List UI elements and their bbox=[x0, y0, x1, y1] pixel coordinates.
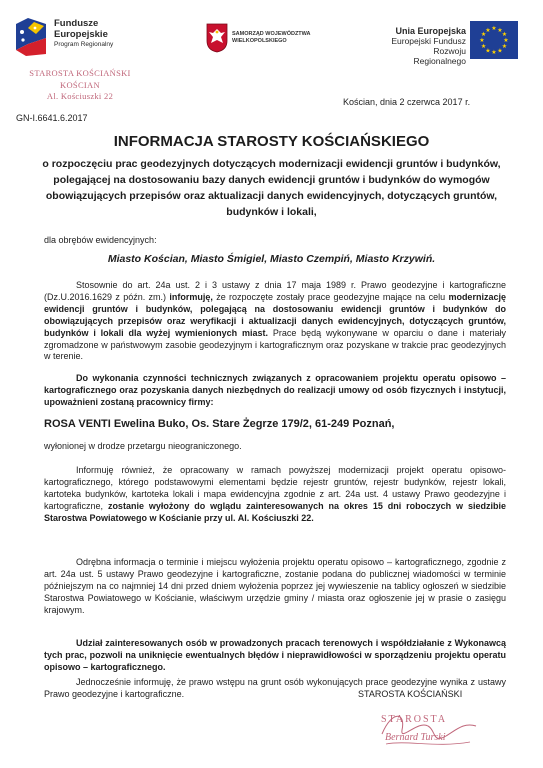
contractor-note: wyłonionej w drodze przetargu nieograniczonego. bbox=[44, 441, 242, 451]
eu-star-icon: ★ bbox=[501, 44, 508, 51]
wlkp-logo-line1: SAMORZĄD WOJEWÓDZTWA bbox=[232, 31, 311, 37]
paragraph-6-text: Jednocześnie informuję, że prawo wstępu na grunt osób wykonujących prace geodezyjne wynika z ustawy Prawo geodezyjne i kartograficzne. bbox=[44, 677, 506, 699]
eu-star-icon: ★ bbox=[501, 32, 508, 39]
eu-star-icon: ★ bbox=[485, 27, 491, 34]
document-title: INFORMACJA STAROSTY KOŚCIAŃSKIEGO bbox=[113, 133, 430, 150]
place-date: Kościan, dnia 2 czerwca 2017 r. bbox=[343, 97, 471, 107]
fe-logo-line3: Program Regionalny bbox=[54, 41, 114, 48]
eu-logo-line1: Europejski Fundusz bbox=[391, 36, 466, 46]
eu-star-icon: ★ bbox=[491, 26, 497, 33]
fundusze-europejskie-logo-icon bbox=[14, 18, 48, 56]
eu-star-icon: ★ bbox=[480, 32, 487, 39]
paragraph-1-intro: Stosownie do art. 24a ust. 2 i 3 ustawy z dnia 17 maja 1989 r. Prawo geodezyjne i kartograficzne (Dz.U.2016.1629 z późn. zm.) bbox=[44, 280, 506, 302]
paragraph-3 bbox=[44, 465, 506, 525]
eu-star-icon: ★ bbox=[480, 44, 487, 51]
stamp-line3: Al. Kościuszki 22 bbox=[46, 91, 114, 101]
signature-scribble-icon bbox=[372, 700, 482, 754]
paragraph-1-purpose: że rozpoczęte zostały prace geodezyjne mające na celu bbox=[216, 291, 446, 302]
signature-stamp: STAROSTA bbox=[381, 714, 448, 725]
signer-title: STAROSTA KOŚCIAŃSKI bbox=[358, 689, 463, 699]
wielkopolska-logo-text bbox=[232, 31, 311, 44]
paragraph-4-text: Odrębna informacja o terminie i miejscu wyłożenia projektu operatu opisowo – kartograficznego, zgodnie z art. 24a ust. 5 ustawy Prawo geodezyjne i kartograficzne, zostanie podana do publicznej wiadomości w terminie późniejszym na co najmniej 14 dni przed dniem wyłożenia poprzez jej wywieszenie na tablicy ogłoszeń w siedzibie Starostwa Powiatowego w Kościanie, właściwym urzędzie gminy / miasta oraz ogłoszenie jej w prasie o zasięgu krajowym. bbox=[44, 557, 506, 615]
paragraph-2-text: Do wykonania czynności technicznych związanych z opracowaniem projektu operatu opisowo – kartograficznego oraz pozyskania danych niezbędnych do realizacji umowy od osób fizycznych i instytucji, upoważnieni zostaną pracownicy firmy: bbox=[44, 373, 506, 407]
fe-logo-line1: Fundusze bbox=[54, 18, 99, 29]
eu-star-icon: ★ bbox=[479, 38, 485, 45]
obreby-label: dla obrębów ewidencyjnych: bbox=[44, 235, 157, 245]
office-stamp bbox=[20, 68, 140, 103]
paragraph-1-inform: informuję, bbox=[169, 291, 213, 302]
paragraph-1-scope: modernizację ewidencji gruntów i budynków, polegającą na dostosowaniu ewidencji gruntów i budynków do obowiązujących przepisów oraz weryfikacji i aktualizacji danych ewidencyjnych, dotyczących gruntów, budynków i lokali dla wyżej wymienionych miast. bbox=[44, 291, 506, 338]
eu-star-icon: ★ bbox=[503, 38, 509, 45]
obreby-list: Miasto Kościan, Miasto Śmigiel, Miasto Czempiń, Miasto Krzywiń. bbox=[107, 253, 436, 265]
eu-flag-icon bbox=[470, 21, 518, 59]
paragraph-5-text: Udział zainteresowanych osób w prowadzonych pracach terenowych i współdziałanie z Wykonawcą tych prac, pozwoli na uniknięcie ewentualnych błędów i nieprawidłowości w sporządzeniu projektu operatu opisowo – kartograficznego. bbox=[44, 638, 506, 672]
wielkopolska-crest-icon bbox=[206, 23, 228, 53]
stamp-line1: STAROSTA KOŚCIAŃSKI bbox=[29, 68, 131, 78]
eu-star-icon: ★ bbox=[497, 48, 503, 55]
stamp-line2: KOŚCIAN bbox=[60, 79, 100, 90]
paragraph-4 bbox=[44, 557, 506, 617]
wlkp-logo-line2: WIELKOPOLSKIEGO bbox=[232, 37, 287, 44]
document-reference: GN-I.6641.6.2017 bbox=[16, 113, 88, 123]
eu-logo-title: Unia Europejska bbox=[395, 26, 466, 36]
eu-logo-line2: Rozwoju Regionalnego bbox=[413, 46, 466, 66]
paragraph-3-text: Informuję również, że opracowany w ramach powyższej modernizacji projekt operatu opisowo-kartograficznego, którego podstawowymi elementami będzie rejestr gruntów, rejestr budynków, rejestr lokali, kartoteka budynków, kartoteka lokali i mapa ewidencyjna zgodnie z art. 24a ust. 4 ustawy Prawo geodezyjne i kartograficzne, bbox=[44, 465, 506, 511]
document-subtitle: o rozpoczęciu prac geodezyjnych dotyczących modernizacji ewidencji gruntów i budynków, polegającej na dostosowaniu bazy danych ewidencji gruntów i budynków do wymogów obowiązujących przepisów oraz aktualizacji danych ewidencyjnych, dotyczących gruntów, budynków i lokali, bbox=[42, 158, 501, 218]
paragraph-1 bbox=[44, 280, 506, 363]
paragraph-2 bbox=[44, 373, 506, 409]
fundusze-europejskie-logo-text bbox=[54, 19, 113, 49]
signature-name: Bernard Turski bbox=[385, 732, 446, 743]
eu-star-icon: ★ bbox=[497, 27, 503, 34]
eu-star-icon: ★ bbox=[491, 50, 497, 57]
paragraph-5 bbox=[44, 638, 506, 674]
eu-star-icon: ★ bbox=[485, 48, 491, 55]
contractor-firm: ROSA VENTI Ewelina Buko, Os. Stare Żegrze 179/2, 61-249 Poznań, bbox=[44, 418, 395, 430]
eu-logo-text bbox=[382, 26, 466, 66]
paragraph-3-display: zostanie wyłożony do wglądu zainteresowanych na okres 15 dni roboczych w siedzibie Starostwa Powiatowego w Kościanie przy ul. Al. Kościuszki 22. bbox=[44, 500, 506, 523]
paragraph-1-basis: Prace będą wykonywane w oparciu o dane i materiały zgromadzone w państwowym zasobie geodezyjnym i kartograficznym oraz pozyskane w trakcie prac geodezyjnych w terenie. bbox=[44, 327, 506, 362]
fe-logo-line2: Europejskie bbox=[54, 28, 108, 40]
